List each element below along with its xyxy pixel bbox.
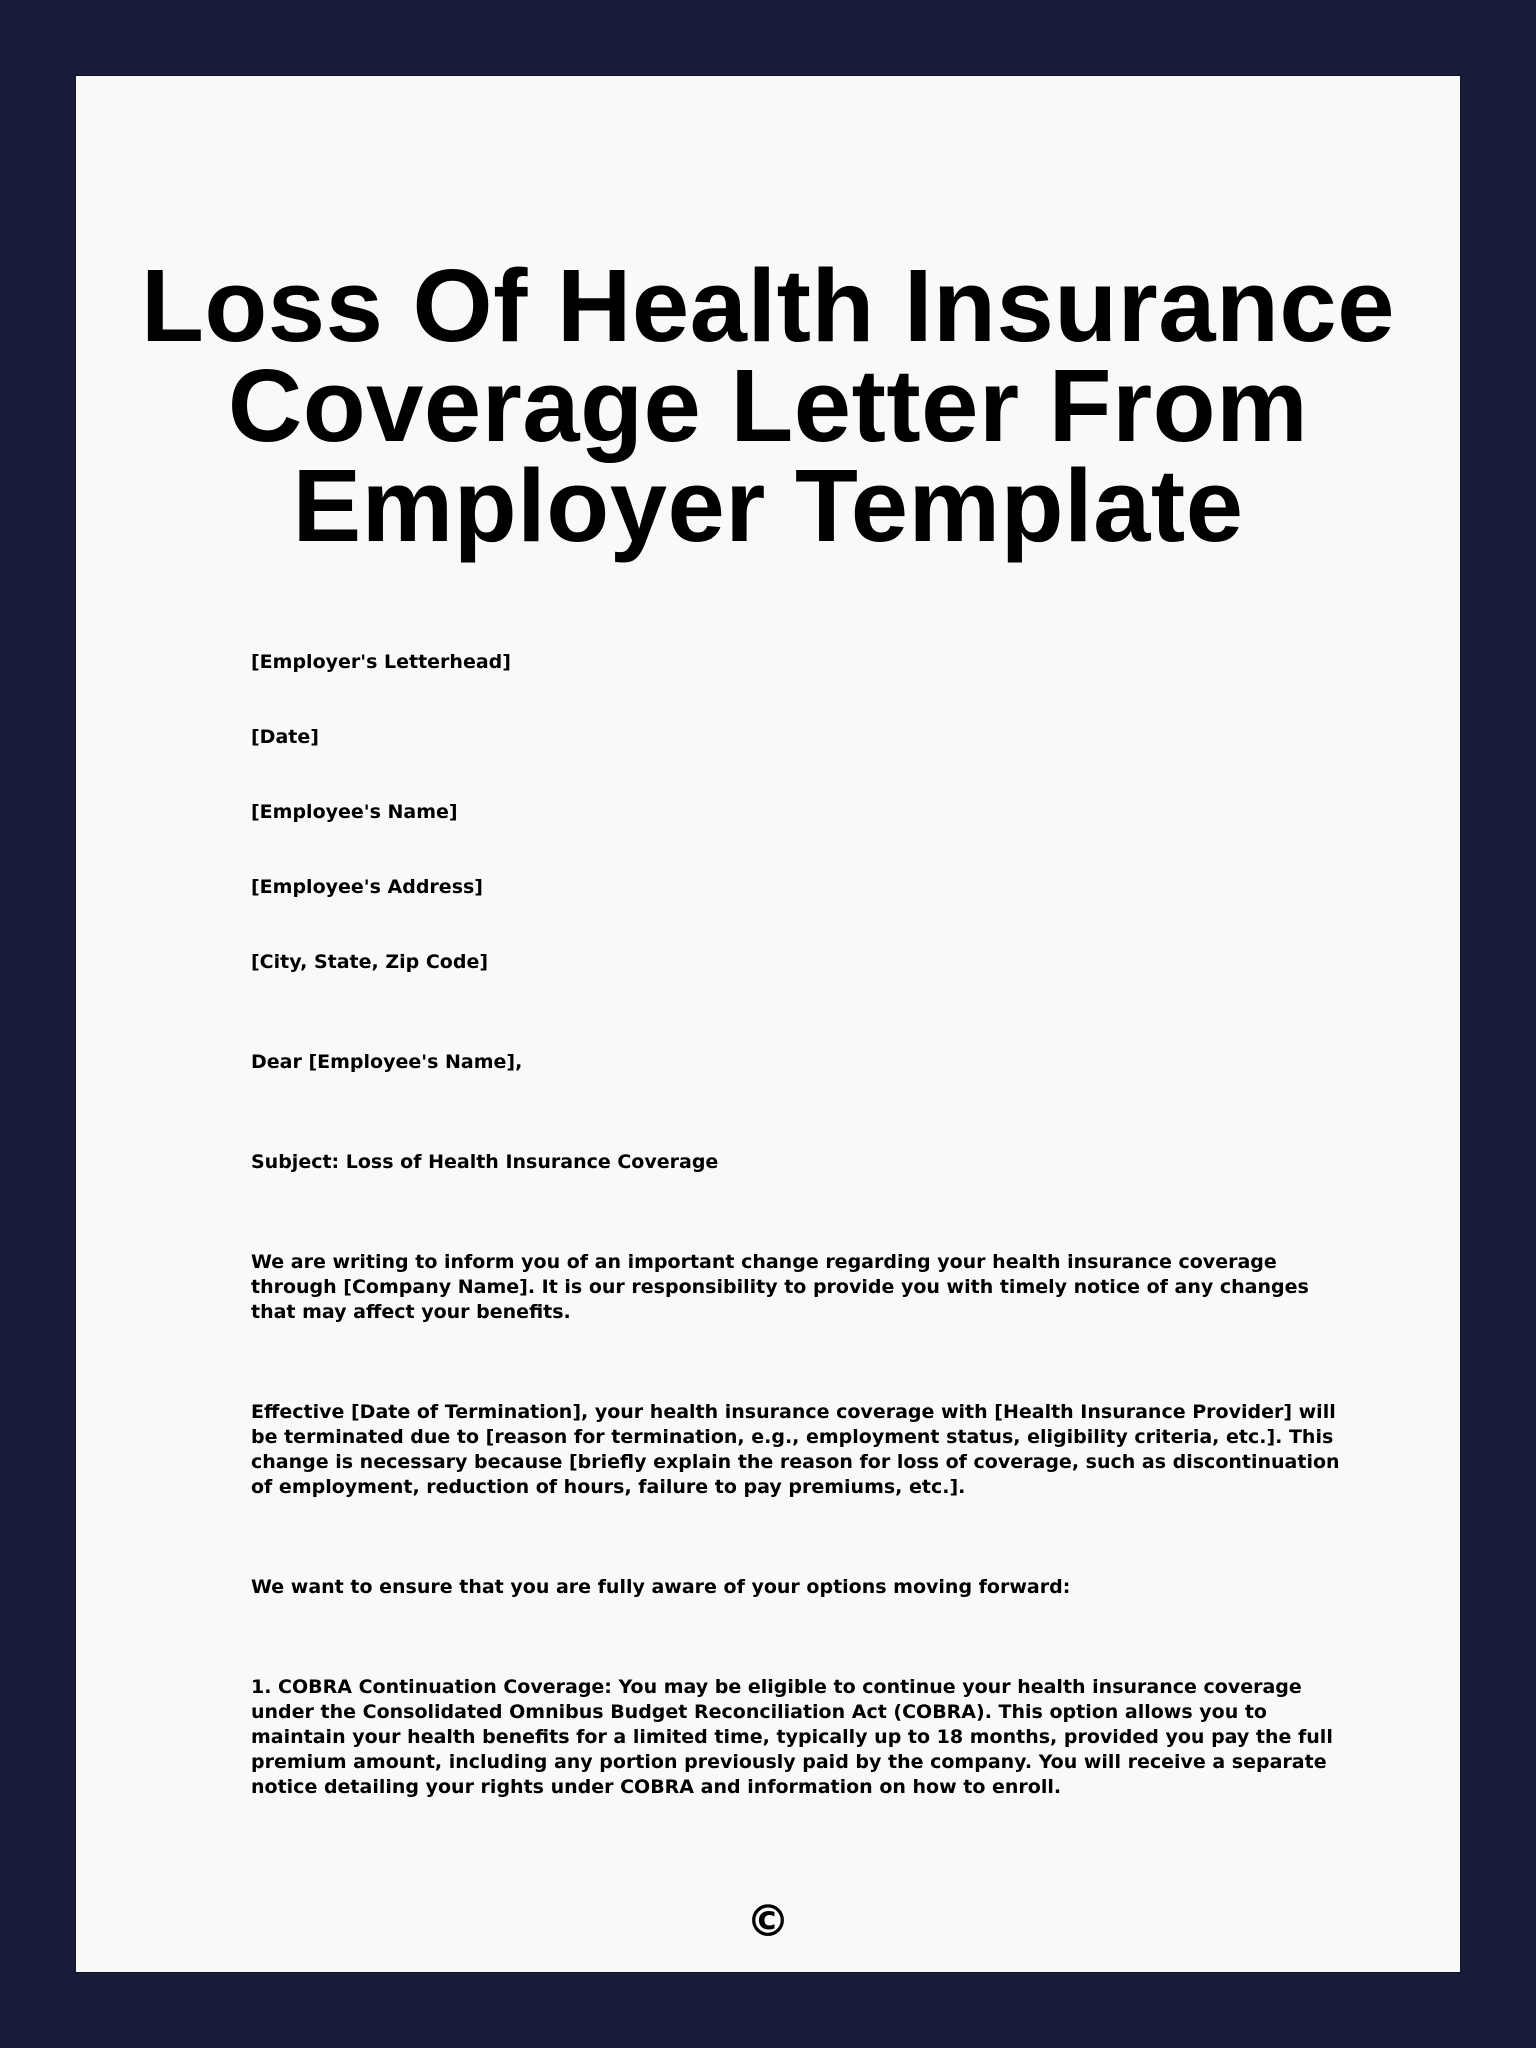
title-line-2: Coverage Letter From bbox=[227, 348, 1309, 463]
paragraph-termination: Effective [Date of Termination], your health insurance coverage with [Health Insurance Provider] will be terminated due to [reason for termination, e.g., employment status, eligibility criteria, etc.]. This change is necessary because [briefly explain the reason for loss of coverage, such as discontinuation of employment, reduction of hours, failure to pay premiums, etc.]. bbox=[251, 1401, 1340, 1498]
paragraph-options: We want to ensure that you are fully aware of your options moving forward: bbox=[251, 1576, 1071, 1598]
letterhead-placeholder: [Employer's Letterhead] bbox=[251, 651, 511, 673]
document-title bbox=[76, 248, 1460, 563]
title-line-1: Loss Of Health Insurance bbox=[140, 248, 1396, 363]
salutation: Dear [Employee's Name], bbox=[251, 1051, 523, 1073]
paragraph-intro: We are writing to inform you of an important change regarding your health insurance coverage through [Company Name]. It is our responsibility to provide you with timely notice of any changes that may affect your benefits. bbox=[251, 1251, 1309, 1323]
city-state-zip-placeholder: [City, State, Zip Code] bbox=[251, 951, 489, 973]
document-page bbox=[75, 75, 1461, 1973]
subject-line: Subject: Loss of Health Insurance Coverage bbox=[251, 1151, 719, 1173]
paragraph-cobra: 1. COBRA Continuation Coverage: You may be eligible to continue your health insurance coverage under the Consolidated Omnibus Budget Reconciliation Act (COBRA). This option allows you to maintain your health benefits for a limited time, typically up to 18 months, provided you pay the full premium amount, including any portion previously paid by the company. You will receive a separate notice detailing your rights under COBRA and information on how to enroll. bbox=[251, 1676, 1333, 1798]
date-placeholder: [Date] bbox=[251, 726, 319, 748]
copyright-icon: © bbox=[746, 1896, 790, 1947]
employee-address-placeholder: [Employee's Address] bbox=[251, 876, 483, 898]
title-line-3: Employer Template bbox=[292, 448, 1244, 563]
employee-name-placeholder: [Employee's Name] bbox=[251, 801, 458, 823]
